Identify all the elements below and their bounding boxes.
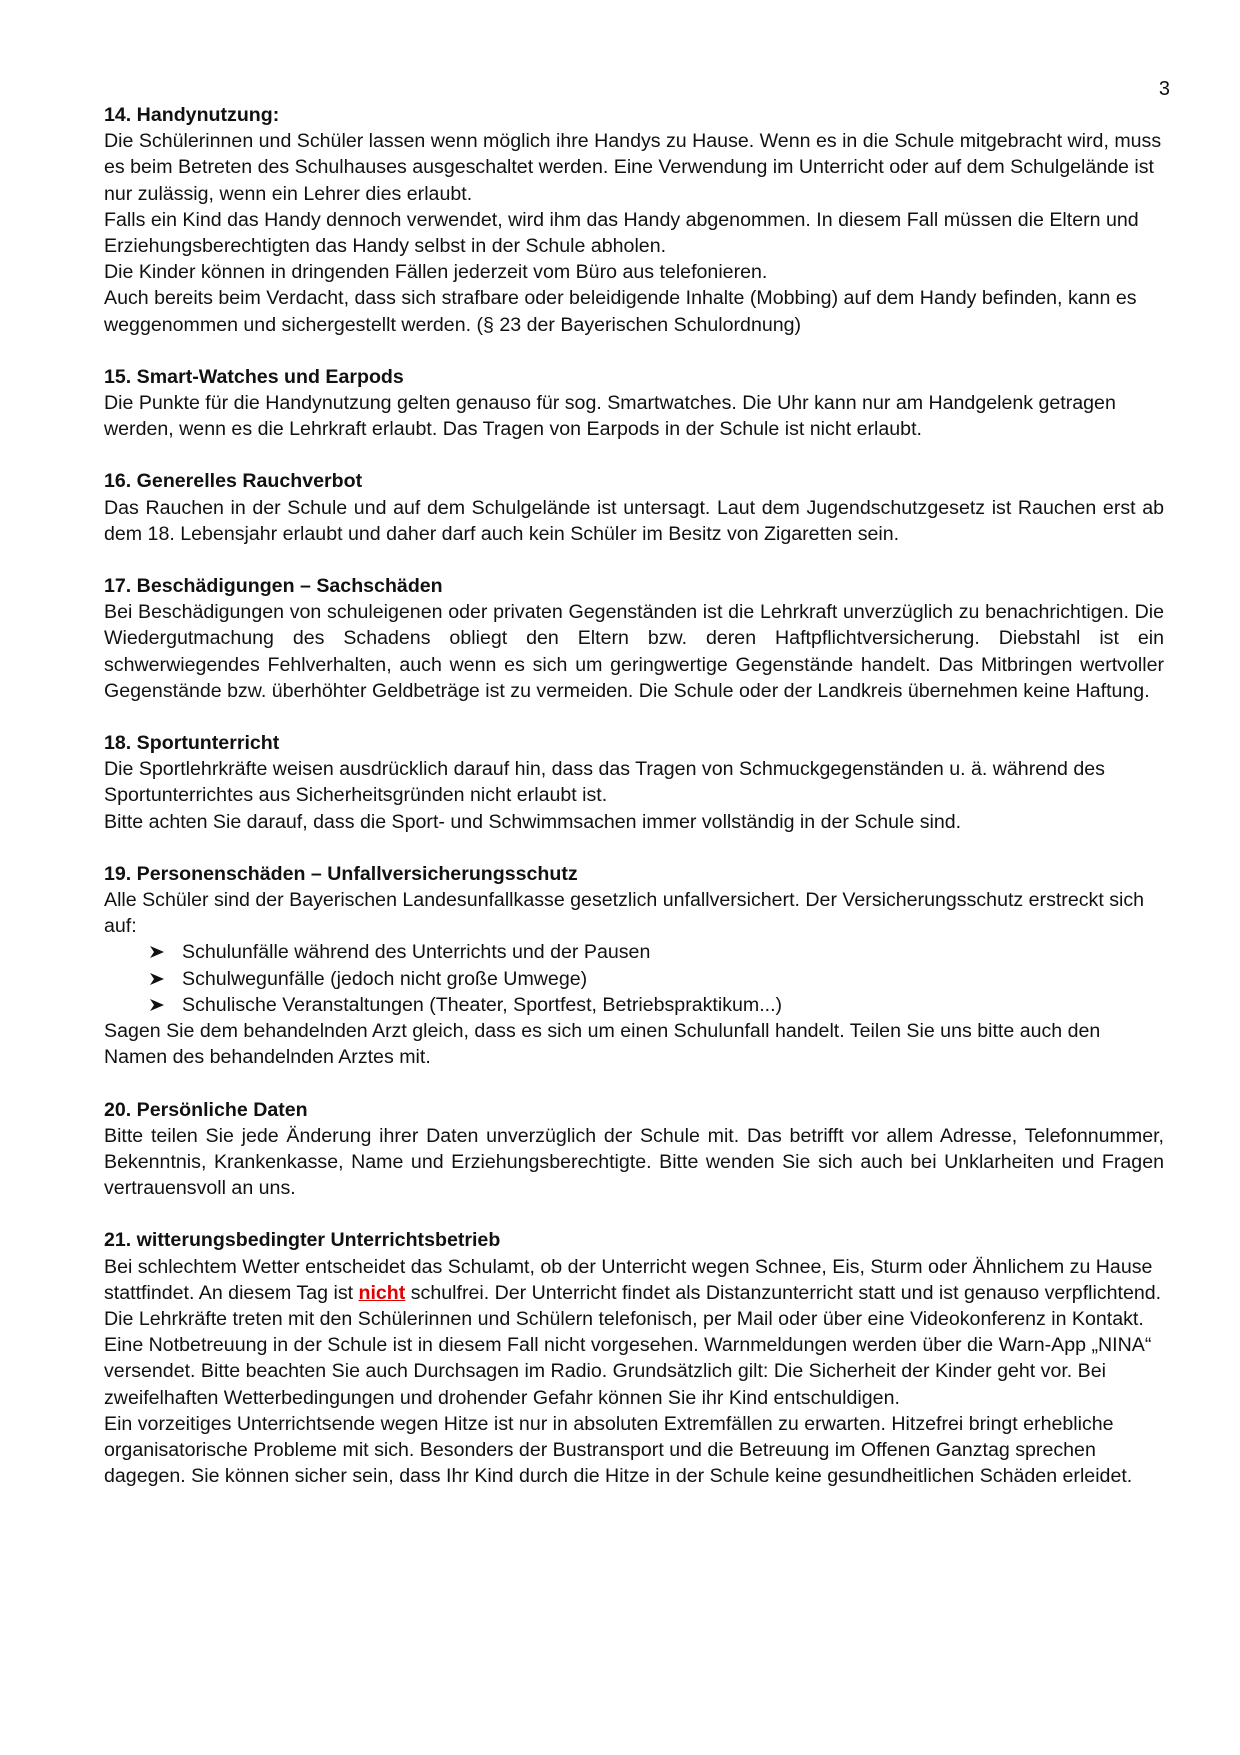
paragraph: Ein vorzeitiges Unterrichtsende wegen Hitze ist nur in absoluten Extremfällen zu erwarten. Hitzefrei bringt erhebliche organisatorische Probleme mit sich. Besonders der Bustransport und die Betreuung im Offenen Ganztag sprechen dagegen. Sie können sicher sein, dass Ihr Kind durch die Hitze in der Schule keine gesundheitlichen Schäden erleidet. bbox=[104, 1412, 1133, 1488]
section-20-persoenliche-daten bbox=[104, 1097, 1164, 1202]
section-heading: 21. witterungsbedingter Unterrichtsbetrieb bbox=[104, 1229, 501, 1252]
paragraph bbox=[104, 1254, 1164, 1411]
list-item-text: Schulische Veranstaltungen (Theater, Sportfest, Betriebspraktikum...) bbox=[182, 993, 783, 1016]
page-number: 3 bbox=[1158, 78, 1170, 100]
section-15-smartwatches bbox=[104, 364, 1164, 443]
paragraph: Die Kinder können in dringenden Fällen jederzeit vom Büro aus telefonieren. bbox=[104, 261, 768, 284]
emphasis-nicht: nicht bbox=[358, 1281, 406, 1304]
arrowhead-bullet-icon bbox=[150, 946, 164, 958]
paragraph: Die Punkte für die Handynutzung gelten genauso für sog. Smartwatches. Die Uhr kann nur am Handgelenk getragen werden, wenn es die Lehrkraft erlaubt. Das Tragen von Earpods in der Schule ist nicht erlaubt. bbox=[104, 392, 1116, 441]
text-run: Bei schlechtem Wetter entscheidet das Schulamt, ob der Unterricht wegen Schnee, Eis, Sturm oder Ähnlichem zu Hause stattfindet. An diesem Tag ist bbox=[104, 1255, 1153, 1304]
paragraph: Auch bereits beim Verdacht, dass sich strafbare oder beleidigende Inhalte (Mobbing) auf dem Handy befinden, kann es weggenommen und sichergestellt werden. (§ 23 der Bayerischen Schulordnung) bbox=[104, 287, 1137, 336]
paragraph: Das Rauchen in der Schule und auf dem Schulgelände ist untersagt. Laut dem Jugendschutzgesetz ist Rauchen erst ab dem 18. Lebensjahr erlaubt und daher darf auch kein Schüler im Besitz von Zigaretten sein. bbox=[104, 496, 1164, 545]
section-heading: 18. Sportunterricht bbox=[104, 732, 280, 755]
list-item bbox=[150, 966, 1164, 992]
list-item bbox=[150, 939, 1164, 965]
section-heading: 17. Beschädigungen – Sachschäden bbox=[104, 575, 443, 598]
section-19-unfallversicherung bbox=[104, 861, 1164, 1071]
section-heading: 15. Smart-Watches und Earpods bbox=[104, 365, 404, 388]
list-item-text: Schulwegunfälle (jedoch nicht große Umwege) bbox=[182, 967, 588, 990]
section-heading: 16. Generelles Rauchverbot bbox=[104, 470, 363, 493]
arrowhead-bullet-icon bbox=[150, 999, 164, 1011]
paragraph: Die Sportlehrkräfte weisen ausdrücklich darauf hin, dass das Tragen von Schmuckgegenständen u. ä. während des Sportunterrichtes aus Sicherheitsgründen nicht erlaubt ist. bbox=[104, 758, 1105, 807]
paragraph: Bei Beschädigungen von schuleigenen oder privaten Gegenständen ist die Lehrkraft unverzüglich zu benachrichtigen. Die Wiedergutmachung des Schadens obliegt den Eltern bzw. deren Haftpflichtversicherung. Diebstahl ist ein schwerwiegendes Fehlverhalten, auch wenn es sich um geringwertige Gegenstände handelt. Das Mitbringen wertvoller Gegenstände bzw. überhöhter Geldbeträge ist zu vermeiden. Die Schule oder der Landkreis übernehmen keine Haftung. bbox=[104, 601, 1164, 702]
section-16-rauchverbot bbox=[104, 468, 1164, 547]
section-heading: 14. Handynutzung: bbox=[104, 104, 280, 126]
paragraph: Alle Schüler sind der Bayerischen Landesunfallkasse gesetzlich unfallversichert. Der Versicherungsschutz erstreckt sich auf: bbox=[104, 889, 1145, 938]
paragraph: Die Schülerinnen und Schüler lassen wenn möglich ihre Handys zu Hause. Wenn es in die Schule mitgebracht wird, muss es beim Betreten des Schulhauses ausgeschaltet werden. Eine Verwendung im Unterricht oder auf dem Schulgelände ist nur zulässig, wenn ein Lehrer dies erlaubt. bbox=[104, 130, 1162, 205]
section-18-sportunterricht bbox=[104, 730, 1164, 835]
bullet-list bbox=[104, 939, 1164, 1018]
list-item-text: Schulunfälle während des Unterrichts und der Pausen bbox=[182, 941, 651, 964]
section-21-witterung bbox=[104, 1227, 1164, 1489]
paragraph: Bitte teilen Sie jede Änderung ihrer Daten unverzüglich der Schule mit. Das betrifft vor allem Adresse, Telefonnummer, Bekenntnis, Krankenkasse, Name und Erziehungsberechtigte. Bitte wenden Sie sich auch bei Unklarheiten und Fragen vertrauensvoll an uns. bbox=[104, 1124, 1164, 1200]
section-17-sachschaeden bbox=[104, 573, 1164, 704]
section-heading: 20. Persönliche Daten bbox=[104, 1098, 308, 1121]
arrowhead-bullet-icon bbox=[150, 973, 164, 985]
list-item bbox=[150, 992, 1164, 1018]
section-14-handynutzung bbox=[104, 102, 1164, 338]
section-heading: 19. Personenschäden – Unfallversicherungsschutz bbox=[104, 862, 578, 885]
text-run: schulfrei. Der Unterricht findet als Distanzunterricht statt und ist genauso verpflichtend. Die Lehrkräfte treten mit den Schülerinnen und Schülern telefonisch, per Mail oder über eine Videokonferenz in Kontakt. Eine Notbetreuung in der Schule ist in diesem Fall nicht vorgesehen. Warnmeldungen werden über die Warn-App „NINA“ versendet. Bitte beachten Sie auch Durchsagen im Radio. Grundsätzlich gilt: Die Sicherheit der Kinder geht vor. Bei zweifelhaften Wetterbedingungen und drohender Gefahr können Sie ihr Kind entschuldigen. bbox=[104, 1281, 1162, 1409]
document-body bbox=[104, 102, 1164, 1515]
paragraph: Falls ein Kind das Handy dennoch verwendet, wird ihm das Handy abgenommen. In diesem Fall müssen die Eltern und Erziehungsberechtigten das Handy selbst in der Schule abholen. bbox=[104, 208, 1139, 258]
paragraph: Bitte achten Sie darauf, dass die Sport- und Schwimmsachen immer vollständig in der Schule sind. bbox=[104, 810, 962, 833]
paragraph: Sagen Sie dem behandelnden Arzt gleich, dass es sich um einen Schulunfall handelt. Teilen Sie uns bitte auch den Namen des behandelnden Arztes mit. bbox=[104, 1020, 1101, 1069]
